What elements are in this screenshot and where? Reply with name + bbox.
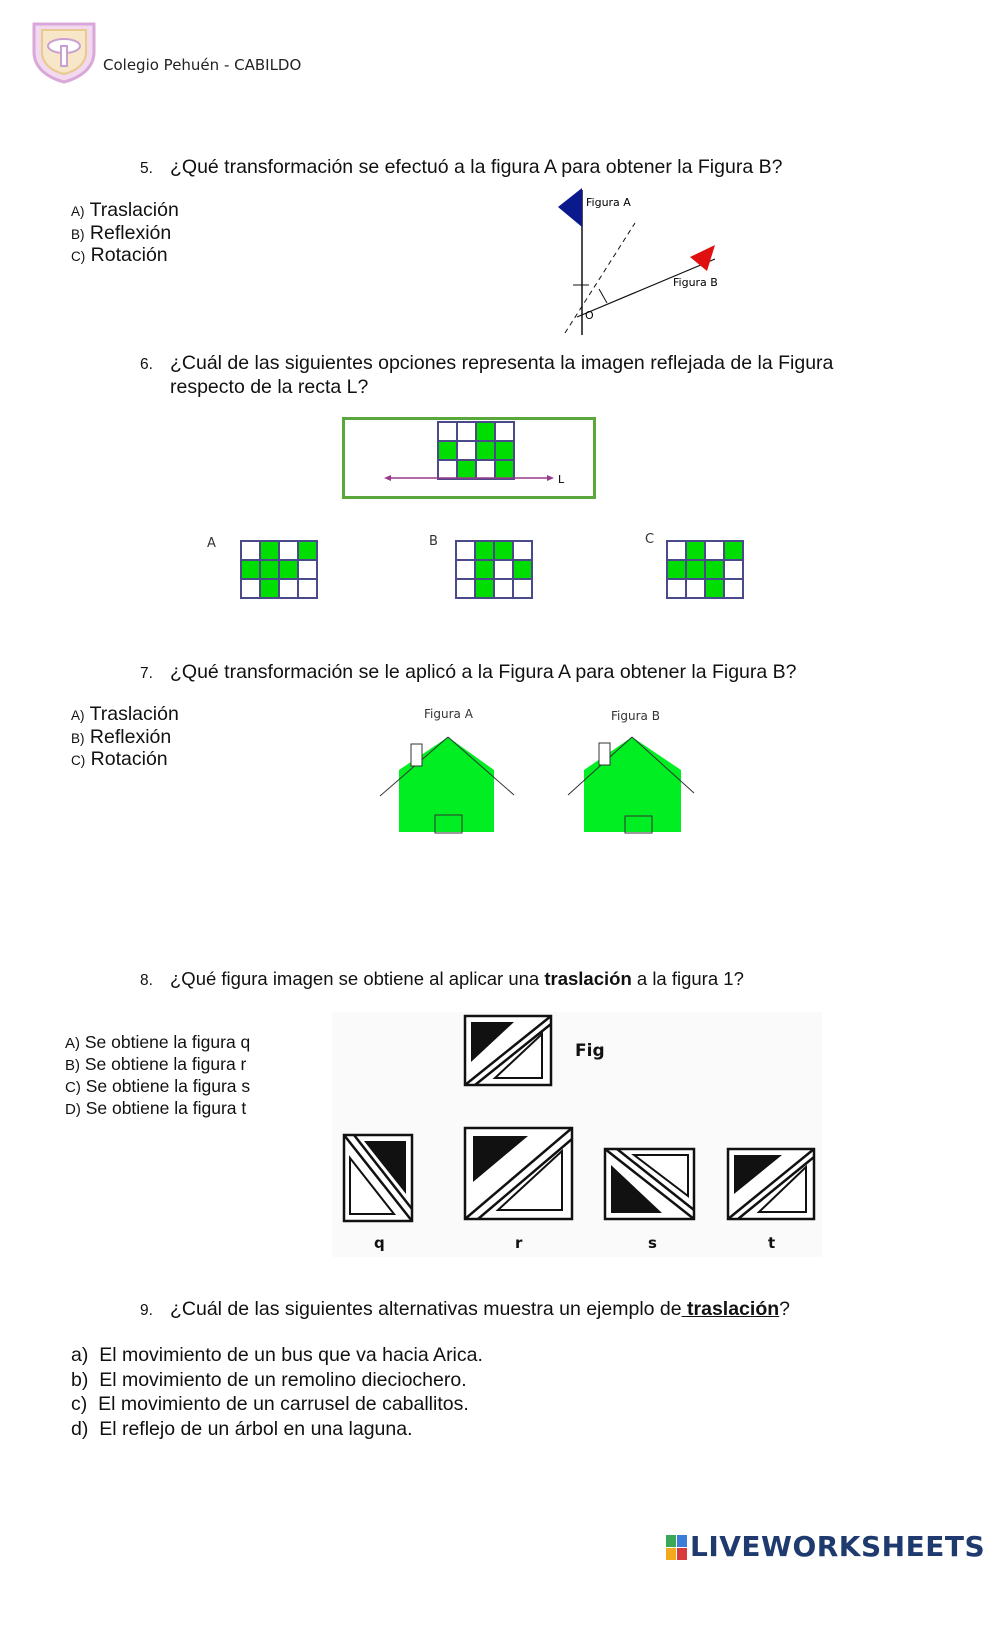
empty-cell (494, 560, 513, 579)
option-c[interactable]: C) Se obtiene la figura s (65, 1076, 251, 1096)
q8-options (65, 1032, 250, 1120)
filled-cell (686, 541, 705, 560)
line-l (384, 470, 574, 486)
q5-options (71, 200, 179, 268)
filled-cell (724, 541, 743, 560)
empty-cell (279, 541, 298, 560)
empty-cell (456, 560, 475, 579)
empty-cell (705, 541, 724, 560)
house-figure-b (566, 735, 706, 835)
empty-cell (724, 579, 743, 598)
choice-a-label: A (207, 536, 216, 551)
question-7 (140, 661, 797, 684)
question-text: ¿Qué transformación se efectuó a la figura A para obtener la Figura B? (170, 156, 783, 178)
empty-cell (438, 422, 457, 441)
filled-cell (260, 541, 279, 560)
question-8 (140, 968, 744, 990)
question-text-before: ¿Qué figura imagen se obtiene al aplicar una (170, 968, 545, 989)
question-text-after: a la figura 1? (631, 968, 744, 989)
option-c[interactable]: C) Rotación (71, 748, 168, 770)
filled-cell (513, 560, 532, 579)
empty-cell (495, 422, 514, 441)
empty-cell (241, 579, 260, 598)
figure-q-label: q (374, 1234, 385, 1252)
empty-cell (724, 560, 743, 579)
option-a[interactable]: A) Se obtiene la figura q (65, 1032, 251, 1052)
question-9 (140, 1298, 790, 1321)
origin-label: O (585, 309, 594, 322)
figura-a-label: Figura A (586, 196, 631, 209)
option-c[interactable]: C) Rotación (71, 244, 168, 266)
q5-figure (555, 185, 730, 335)
question-6 (140, 351, 880, 399)
choice-c-label: C (645, 532, 655, 547)
empty-cell (513, 541, 532, 560)
empty-cell (456, 579, 475, 598)
question-text-before: ¿Cuál de las siguientes alternativas muestra un ejemplo de (170, 1298, 682, 1320)
liveworksheets-logo-icon (666, 1535, 688, 1561)
filled-cell (241, 560, 260, 579)
question-text-bold: traslación (544, 968, 632, 989)
filled-cell (298, 541, 317, 560)
option-a[interactable]: a) El movimiento de un bus que va hacia Arica. (71, 1344, 483, 1366)
empty-cell (456, 541, 475, 560)
option-b[interactable]: b) El movimiento de un remolino dieciochero. (71, 1368, 467, 1391)
empty-cell (457, 422, 476, 441)
empty-cell (298, 579, 317, 598)
flag-figure-a (558, 188, 582, 227)
question-text: ¿Qué transformación se le aplicó a la Figura A para obtener la Figura B? (170, 661, 797, 683)
flag-figure-b (690, 245, 715, 271)
option-c[interactable]: c) El movimiento de un carrusel de caballitos. (71, 1393, 469, 1415)
filled-cell (705, 560, 724, 579)
choice-b-grid[interactable] (455, 540, 533, 599)
q9-options (71, 1343, 483, 1441)
school-name: Colegio Pehuén - CABILDO (103, 56, 302, 74)
figure-t-label: t (768, 1234, 776, 1252)
filled-cell (475, 541, 494, 560)
filled-cell (705, 579, 724, 598)
filled-cell (475, 579, 494, 598)
empty-cell (667, 541, 686, 560)
filled-cell (260, 579, 279, 598)
option-d[interactable]: d) El reflejo de un árbol en una laguna. (71, 1417, 413, 1440)
figura-b-label: Figura B (673, 276, 718, 289)
option-b[interactable]: B) Reflexión (71, 221, 172, 244)
filled-cell (686, 560, 705, 579)
option-b[interactable]: B) Se obtiene la figura r (65, 1054, 247, 1074)
filled-cell (494, 541, 513, 560)
question-number: 6. (140, 356, 153, 373)
empty-cell (513, 579, 532, 598)
question-text-bold: traslación (681, 1298, 780, 1320)
choice-a-grid[interactable] (240, 540, 318, 599)
line-l-label: L (558, 473, 565, 486)
filled-cell (667, 560, 686, 579)
filled-cell (475, 560, 494, 579)
filled-cell (279, 560, 298, 579)
school-logo (30, 20, 98, 84)
filled-cell (476, 441, 495, 460)
question-text-after: ? (779, 1298, 791, 1320)
empty-cell (494, 579, 513, 598)
option-a[interactable]: A) Traslación (71, 703, 179, 725)
figure-s-label: s (648, 1234, 657, 1252)
question-number: 7. (140, 665, 153, 682)
choice-c-grid[interactable] (666, 540, 744, 599)
house-a-label: Figura A (424, 707, 473, 721)
house-figure-a (378, 735, 518, 835)
question-5 (140, 156, 782, 179)
q7-options (71, 704, 179, 772)
figure-r-label: r (515, 1234, 523, 1252)
option-b[interactable]: B) Reflexión (71, 725, 172, 748)
filled-cell (260, 560, 279, 579)
house-b-label: Figura B (611, 709, 660, 723)
empty-cell (279, 579, 298, 598)
q8-figures (332, 1012, 822, 1257)
filled-cell (495, 441, 514, 460)
empty-cell (241, 541, 260, 560)
liveworksheets-brand: LIVEWORKSHEETS (690, 1530, 986, 1563)
question-text: ¿Cuál de las siguientes opciones representa la imagen reflejada de la Figura respecto de la recta L? (170, 352, 834, 398)
choice-b-label: B (429, 534, 438, 549)
empty-cell (667, 579, 686, 598)
option-d[interactable]: D) Se obtiene la figura t (65, 1098, 247, 1118)
empty-cell (298, 560, 317, 579)
filled-cell (476, 422, 495, 441)
empty-cell (686, 579, 705, 598)
filled-cell (438, 441, 457, 460)
option-a[interactable]: A) Traslación (71, 199, 179, 221)
question-number: 5. (140, 160, 153, 177)
fig-label: Fig (575, 1041, 605, 1061)
question-number: 9. (140, 1302, 153, 1319)
question-number: 8. (140, 972, 153, 989)
empty-cell (457, 441, 476, 460)
